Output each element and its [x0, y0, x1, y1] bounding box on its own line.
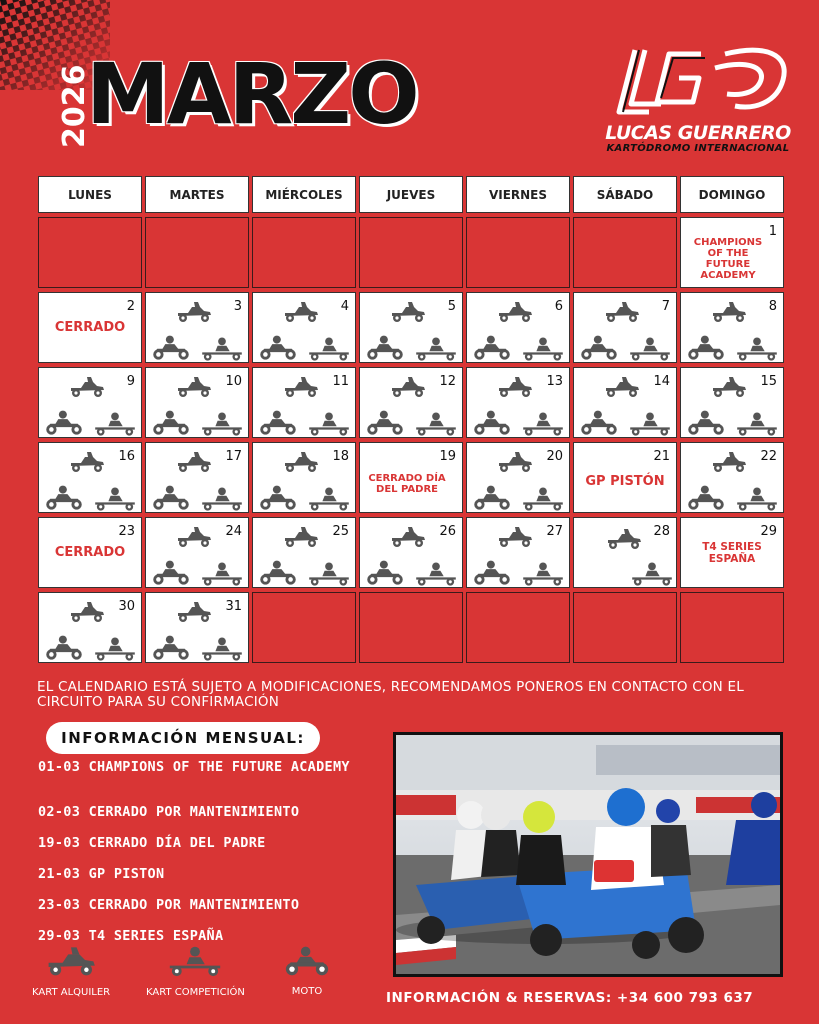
calendar-empty-cell	[38, 217, 142, 288]
kart-rental-icon	[43, 946, 99, 981]
legend-kart-rental	[32, 946, 110, 998]
calendar-week-row	[38, 292, 787, 363]
calendar-empty-cell	[573, 217, 677, 288]
weekday-header: MIÉRCOLES	[252, 176, 356, 213]
day-number: 19	[439, 449, 456, 464]
calendar-empty-cell	[252, 592, 356, 663]
kart-rental-icon	[604, 528, 644, 550]
kart-competition-icon	[414, 562, 458, 586]
kart-rental-icon	[602, 376, 642, 398]
contact-info: INFORMACIÓN & RESERVAS: +34 600 793 637	[386, 990, 754, 1006]
kart-rental-icon	[709, 301, 749, 323]
kart-rental-icon	[495, 526, 535, 548]
legend-kart-competition	[146, 946, 245, 998]
moto-icon	[471, 560, 513, 585]
calendar-day-cell[interactable]	[38, 442, 142, 513]
calendar-week-row	[38, 517, 787, 588]
kart-competition-icon	[521, 562, 565, 586]
moto-icon	[257, 335, 299, 360]
kart-rental-icon	[67, 376, 107, 398]
legend-moto	[282, 946, 332, 997]
kart-rental-icon	[495, 451, 535, 473]
day-number: 28	[653, 524, 670, 539]
calendar-day-cell[interactable]	[466, 367, 570, 438]
svg-text:2026: 2026	[57, 64, 92, 148]
weekday-header: JUEVES	[359, 176, 463, 213]
calendar-empty-cell	[680, 592, 784, 663]
kart-competition-icon	[93, 637, 137, 661]
kart-competition-icon	[200, 412, 244, 436]
day-number: 26	[439, 524, 456, 539]
kart-rental-icon	[709, 451, 749, 473]
info-item: 19-03 CERRADO DÍA DEL PADRE	[38, 835, 266, 851]
day-number: 21	[653, 449, 670, 464]
moto-icon	[43, 635, 85, 660]
kart-rental-icon	[174, 376, 214, 398]
calendar-day-cell[interactable]	[145, 292, 249, 363]
calendar-day-cell[interactable]	[573, 442, 677, 513]
moto-icon	[257, 560, 299, 585]
kart-competition-icon	[735, 337, 779, 361]
calendar-day-cell[interactable]	[466, 292, 570, 363]
kart-competition-icon	[307, 487, 351, 511]
kart-competition-icon	[307, 562, 351, 586]
weekday-header: LUNES	[38, 176, 142, 213]
calendar-empty-cell	[466, 217, 570, 288]
day-number: 16	[118, 449, 135, 464]
kart-rental-icon	[602, 301, 642, 323]
moto-icon	[150, 635, 192, 660]
moto-icon	[43, 410, 85, 435]
moto-icon	[685, 485, 727, 510]
kart-rental-icon	[495, 301, 535, 323]
kart-competition-icon	[628, 412, 672, 436]
day-number: 2	[126, 299, 135, 314]
kart-competition-icon	[414, 337, 458, 361]
moto-icon	[685, 335, 727, 360]
day-number: 11	[332, 374, 349, 389]
kart-rental-icon	[495, 376, 535, 398]
brand-name: LUCAS GUERRERO	[605, 122, 791, 144]
month-title: MARZO	[86, 45, 417, 143]
moto-icon	[471, 335, 513, 360]
moto-icon	[257, 410, 299, 435]
calendar-empty-cell	[573, 592, 677, 663]
kart-rental-icon	[281, 301, 321, 323]
moto-icon	[471, 410, 513, 435]
calendar-day-cell[interactable]	[252, 517, 356, 588]
legend-kart-competition-label: KART COMPETICIÓN	[146, 986, 245, 998]
calendar-grid	[38, 176, 787, 663]
weekday-header: MARTES	[145, 176, 249, 213]
calendar-day-cell[interactable]	[359, 367, 463, 438]
legend-kart-rental-label: KART ALQUILER	[32, 986, 111, 998]
day-number: 8	[768, 299, 777, 314]
day-number: 12	[439, 374, 456, 389]
calendar-day-cell[interactable]	[145, 442, 249, 513]
moto-icon	[150, 485, 192, 510]
day-number: 10	[225, 374, 242, 389]
info-item: 02-03 CERRADO POR MANTENIMIENTO	[38, 804, 300, 820]
info-title: INFORMACIÓN MENSUAL:	[46, 722, 320, 754]
kart-rental-icon	[388, 526, 428, 548]
kart-rental-icon	[281, 376, 321, 398]
calendar-day-cell[interactable]	[38, 592, 142, 663]
calendar-week-row	[38, 367, 787, 438]
day-number: 23	[118, 524, 135, 539]
kart-rental-icon	[174, 601, 214, 623]
kart-rental-icon	[709, 376, 749, 398]
calendar-day-cell[interactable]	[145, 367, 249, 438]
calendar-day-cell[interactable]	[145, 517, 249, 588]
moto-icon	[685, 410, 727, 435]
day-number: 13	[546, 374, 563, 389]
kart-rental-icon	[281, 451, 321, 473]
calendar-day-cell[interactable]	[38, 292, 142, 363]
calendar-day-cell[interactable]	[680, 442, 784, 513]
calendar-week-row	[38, 592, 787, 663]
kart-competition-icon	[521, 337, 565, 361]
day-number: 7	[661, 299, 670, 314]
brand-subtitle: KARTÓDROMO INTERNACIONAL	[606, 143, 790, 154]
day-number: 27	[546, 524, 563, 539]
moto-icon	[43, 485, 85, 510]
info-item: 01-03 CHAMPIONS OF THE FUTURE ACADEMY	[38, 759, 350, 775]
kart-competition-icon	[307, 337, 351, 361]
calendar-day-cell[interactable]	[466, 442, 570, 513]
calendar-day-cell[interactable]	[680, 217, 784, 288]
day-number: 1	[768, 224, 777, 239]
calendar-day-cell[interactable]	[466, 517, 570, 588]
calendar-day-cell[interactable]	[252, 292, 356, 363]
karting-photo	[393, 732, 783, 977]
day-number: 4	[340, 299, 349, 314]
kart-competition-icon	[200, 562, 244, 586]
kart-competition-icon	[200, 337, 244, 361]
calendar-empty-cell	[145, 217, 249, 288]
kart-competition-icon	[93, 487, 137, 511]
moto-icon	[150, 335, 192, 360]
day-number: 24	[225, 524, 242, 539]
calendar-day-cell[interactable]	[359, 292, 463, 363]
kart-rental-icon	[67, 451, 107, 473]
calendar-day-cell[interactable]	[680, 292, 784, 363]
calendar-day-cell[interactable]	[38, 517, 142, 588]
event-label: GP PISTÓN	[585, 474, 665, 489]
kart-competition-icon	[521, 487, 565, 511]
kart-competition-icon	[735, 412, 779, 436]
calendar-day-cell[interactable]	[573, 292, 677, 363]
weekday-header-row	[38, 176, 787, 213]
day-number: 5	[447, 299, 456, 314]
disclaimer-text: EL CALENDARIO ESTÁ SUJETO A MODIFICACIONES, RECOMENDAMOS PONEROS EN CONTACTO CON EL CIRCUITO PARA SU CONFIRMACIÓN	[37, 679, 744, 710]
kart-rental-icon	[388, 301, 428, 323]
event-label: CERRADO	[54, 320, 126, 335]
day-number: 22	[760, 449, 777, 464]
info-item: 21-03 GP PISTON	[38, 866, 165, 882]
calendar-day-cell[interactable]	[145, 592, 249, 663]
kart-competition-icon	[735, 487, 779, 511]
calendar-day-cell[interactable]	[680, 367, 784, 438]
kart-competition-icon	[200, 637, 244, 661]
kart-competition-icon	[521, 412, 565, 436]
day-number: 25	[332, 524, 349, 539]
info-item: 23-03 CERRADO POR MANTENIMIENTO	[38, 897, 300, 913]
day-number: 6	[554, 299, 563, 314]
calendar-week-row	[38, 442, 787, 513]
event-label: CHAMPIONS OF THE FUTURE ACADEMY	[693, 236, 763, 281]
calendar-day-cell[interactable]	[38, 367, 142, 438]
calendar-empty-cell	[359, 217, 463, 288]
moto-icon	[364, 410, 406, 435]
weekday-header: VIERNES	[466, 176, 570, 213]
moto-icon	[364, 560, 406, 585]
calendar-day-cell[interactable]	[252, 442, 356, 513]
calendar-empty-cell	[359, 592, 463, 663]
calendar-empty-cell	[252, 217, 356, 288]
kart-rental-icon	[67, 601, 107, 623]
moto-icon	[150, 410, 192, 435]
calendar-day-cell[interactable]	[252, 367, 356, 438]
kart-competition-icon	[93, 412, 137, 436]
kart-competition-icon	[628, 337, 672, 361]
kart-competition-icon	[167, 946, 223, 981]
weekday-header: SÁBADO	[573, 176, 677, 213]
calendar-day-cell[interactable]	[359, 517, 463, 588]
day-number: 29	[760, 524, 777, 539]
moto-icon	[150, 560, 192, 585]
kart-competition-icon	[630, 562, 674, 586]
kart-rental-icon	[174, 451, 214, 473]
day-number: 9	[126, 374, 135, 389]
kart-rental-icon	[281, 526, 321, 548]
moto-icon	[578, 410, 620, 435]
kart-competition-icon	[414, 412, 458, 436]
kart-competition-icon	[307, 412, 351, 436]
day-number: 17	[225, 449, 242, 464]
moto-icon	[578, 335, 620, 360]
day-number: 3	[233, 299, 242, 314]
calendar-empty-cell	[466, 592, 570, 663]
calendar-week-row	[38, 217, 787, 288]
kart-rental-icon	[174, 301, 214, 323]
kart-rental-icon	[388, 376, 428, 398]
moto-icon	[364, 335, 406, 360]
day-number: 31	[225, 599, 242, 614]
event-label: T4 SERIES ESPAÑA	[702, 540, 762, 565]
calendar-day-cell[interactable]	[573, 367, 677, 438]
moto-icon	[282, 946, 332, 980]
calendar-day-cell[interactable]	[680, 517, 784, 588]
event-label: CERRADO DÍA DEL PADRE	[368, 472, 446, 495]
legend-moto-label: MOTO	[291, 986, 323, 997]
day-number: 14	[653, 374, 670, 389]
day-number: 18	[332, 449, 349, 464]
calendar-day-cell[interactable]	[359, 442, 463, 513]
day-number: 30	[118, 599, 135, 614]
moto-icon	[471, 485, 513, 510]
day-number: 15	[760, 374, 777, 389]
info-item: 29-03 T4 SERIES ESPAÑA	[38, 928, 224, 944]
calendar-day-cell[interactable]	[573, 517, 677, 588]
weekday-header: DOMINGO	[680, 176, 784, 213]
day-number: 20	[546, 449, 563, 464]
kart-rental-icon	[174, 526, 214, 548]
kart-competition-icon	[200, 487, 244, 511]
moto-icon	[257, 485, 299, 510]
event-label: CERRADO	[54, 545, 126, 560]
